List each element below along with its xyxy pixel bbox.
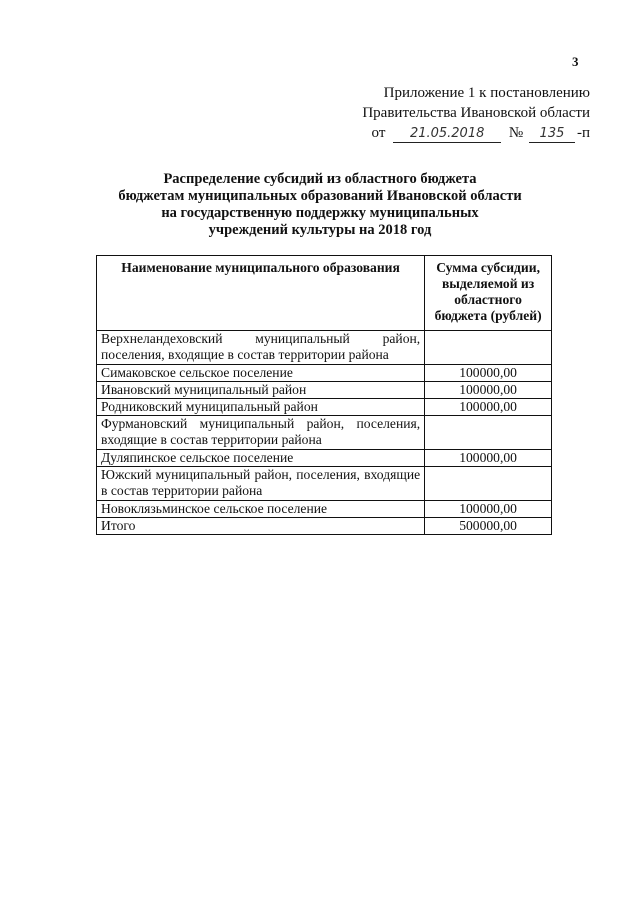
appendix-header [362,83,590,143]
municipality-name: Южский муниципальный район, поселения, входящие в состав территории района [97,467,425,501]
subsidy-amount: 100000,00 [425,365,552,382]
total-label: Итого [97,518,425,535]
subsidy-amount: 100000,00 [425,399,552,416]
subsidy-amount: 100000,00 [425,501,552,518]
municipality-name: Верхнеландеховский муниципальный район, поселения, входящие в состав территории района [97,331,425,365]
number-label: № [508,125,524,141]
document-title [90,171,550,239]
subsidy-table [96,255,552,535]
subsidy-amount: 100000,00 [425,450,552,467]
table-row [97,467,552,501]
municipality-name: Новоклязьминское сельское поселение [97,501,425,518]
decree-date: 21.05.2018 [393,126,501,143]
table-row [97,501,552,518]
table-row [97,399,552,416]
table-row [97,450,552,467]
appendix-line-3 [362,123,590,143]
subsidy-amount [425,331,552,365]
table-row [97,365,552,382]
subsidy-amount [425,467,552,501]
total-amount: 500000,00 [425,518,552,535]
title-line-1: Распределение субсидий из областного бюджета [163,171,477,187]
title-line-2: бюджетам муниципальных образований Ивановской области [118,188,522,204]
table-header-row [97,256,552,331]
column-header-amount: Сумма субсидии, выделяемой из областного бюджета (рублей) [425,256,552,331]
appendix-line-1: Приложение 1 к постановлению [383,85,590,101]
subsidy-amount [425,416,552,450]
municipality-name: Ивановский муниципальный район [97,382,425,399]
title-line-4: учреждений культуры на 2018 год [208,222,432,238]
from-label: от [371,125,386,141]
page-number: 3 [572,54,579,69]
municipality-name: Родниковский муниципальный район [97,399,425,416]
number-suffix: -п [576,125,590,141]
municipality-name: Дуляпинское сельское поселение [97,450,425,467]
table-row [97,382,552,399]
table-row [97,331,552,365]
appendix-line-2: Правительства Ивановской области [362,105,590,121]
title-line-3: на государственную поддержку муниципальных [161,205,479,221]
subsidy-amount: 100000,00 [425,382,552,399]
municipality-name: Фурмановский муниципальный район, поселения, входящие в состав территории района [97,416,425,450]
total-row [97,518,552,535]
municipality-name: Симаковское сельское поселение [97,365,425,382]
decree-number: 135 [529,126,575,143]
table-row [97,416,552,450]
column-header-name: Наименование муниципального образования [97,256,425,331]
